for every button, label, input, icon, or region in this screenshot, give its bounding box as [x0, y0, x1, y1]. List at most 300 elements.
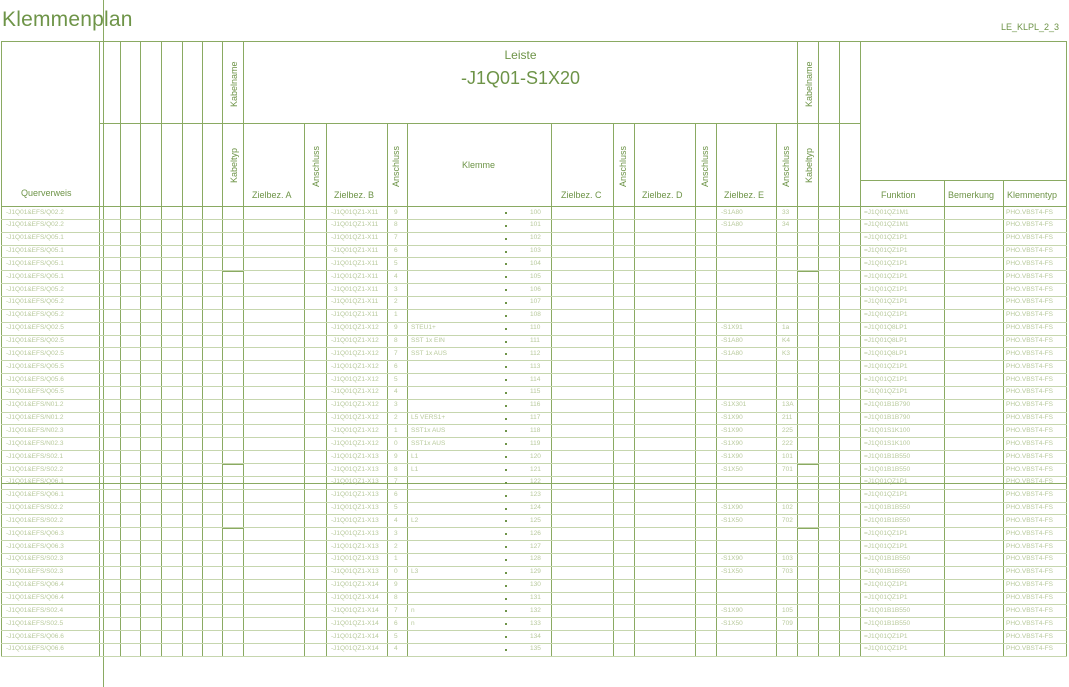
cell-ze: -S1X50: [721, 619, 743, 627]
cable-group-line: [222, 464, 243, 465]
cell-ae: 709: [782, 619, 793, 627]
cell-zb: -J1Q01QZ1-X13: [331, 529, 379, 537]
cell-fn: =J1Q01QZ1P1: [864, 645, 908, 653]
cell-nr: 132: [530, 606, 541, 614]
cell-fn: =J1Q01QZ1P1: [864, 375, 908, 383]
cell-kt: PHO.VBST4-FS: [1006, 375, 1053, 383]
cell-kt: PHO.VBST4-FS: [1006, 504, 1053, 512]
column-divider: [99, 41, 100, 657]
cell-kt: PHO.VBST4-FS: [1006, 516, 1053, 524]
cell-fn: =J1Q01B1B550: [864, 606, 911, 614]
terminal-dot: [505, 598, 507, 600]
cell-nr: 102: [530, 234, 541, 242]
cell-nr: 116: [530, 401, 541, 409]
cell-fn: =J1Q01B1B550: [864, 465, 911, 473]
cell-ab: 2: [394, 414, 398, 422]
cell-kt: PHO.VBST4-FS: [1006, 221, 1053, 229]
cell-ab: 9: [394, 452, 398, 460]
cell-ze: -S1A80: [721, 208, 743, 216]
cell-nr: 120: [530, 452, 541, 460]
terminal-dot: [505, 636, 507, 638]
cell-ab: 4: [394, 388, 398, 396]
cell-zb: -J1Q01QZ1-X11: [331, 247, 379, 255]
cell-qv: -J1Q01&EFS/Q06.6: [6, 632, 64, 640]
cell-ab: 5: [394, 504, 398, 512]
cell-ae: K4: [782, 337, 790, 344]
cell-fn: =J1Q01QZ1P1: [864, 491, 908, 499]
cell-ze: -S1X90: [721, 555, 743, 563]
cell-nr: 130: [530, 581, 541, 589]
cell-kt: PHO.VBST4-FS: [1006, 619, 1053, 627]
cell-fn: =J1Q01Q8LP1: [864, 324, 908, 332]
terminal-dot: [505, 225, 507, 227]
cell-qv: -J1Q01&EFS/Q02.5: [6, 349, 64, 357]
column-divider: [797, 41, 798, 657]
cell-ab: 3: [394, 529, 398, 537]
cell-ze: -S1X301: [721, 401, 747, 409]
cell-fn: =J1Q01B1B550: [864, 619, 911, 627]
cell-ae: 211: [782, 414, 793, 422]
cell-zb: -J1Q01QZ1-X12: [331, 388, 379, 396]
cell-ab: 3: [394, 285, 398, 293]
cell-ze: -S1X50: [721, 465, 743, 473]
cell-nr: 114: [530, 375, 541, 383]
cell-kt: PHO.VBST4-FS: [1006, 581, 1053, 589]
cell-nr: 119: [530, 439, 541, 447]
terminal-dot: [505, 495, 507, 497]
cell-ae: 1a: [782, 324, 790, 332]
cell-ze: -S1X90: [721, 504, 743, 512]
cell-fn: =J1Q01QZ1P1: [864, 388, 908, 396]
cell-zb: -J1Q01QZ1-X13: [331, 465, 379, 473]
column-divider: [202, 41, 203, 657]
cell-nr: 112: [530, 349, 541, 357]
cell-fn: =J1Q01QZ1P1: [864, 362, 908, 370]
column-divider: [120, 41, 121, 657]
terminal-dot: [505, 263, 507, 265]
cell-ab: 7: [394, 349, 398, 357]
cell-zb: -J1Q01QZ1-X14: [331, 632, 379, 640]
terminal-dot: [505, 585, 507, 587]
cell-fn: =J1Q01QZ1P1: [864, 594, 908, 601]
anschluss-5-label: Anschluss: [781, 145, 791, 187]
cell-kt: PHO.VBST4-FS: [1006, 311, 1053, 319]
cell-fn: =J1Q01QZ1P1: [864, 529, 908, 537]
column-divider: [818, 41, 819, 657]
cell-nr: 125: [530, 516, 541, 524]
cell-zb: -J1Q01QZ1-X12: [331, 426, 379, 434]
cell-qv: -J1Q01&EFS/Q05.1: [6, 272, 64, 280]
cell-ab: 7: [394, 478, 398, 486]
cell-ab: 6: [394, 362, 398, 370]
bemerkung-label: Bemerkung: [948, 190, 995, 200]
column-divider: [634, 123, 635, 657]
cell-qv: -J1Q01&EFS/N02.3: [6, 426, 64, 434]
cell-fn: =J1Q01QZ1P1: [864, 478, 908, 486]
cell-kl: L1: [411, 465, 419, 473]
cell-nr: 128: [530, 555, 541, 563]
cell-ab: 6: [394, 619, 398, 627]
cell-kt: PHO.VBST4-FS: [1006, 606, 1053, 614]
document-code: LE_KLPL_2_3: [1000, 22, 1059, 32]
terminal-dot: [505, 341, 507, 343]
cell-zb: -J1Q01QZ1-X12: [331, 324, 379, 332]
cell-qv: -J1Q01&EFS/S02.3: [6, 568, 64, 576]
cell-kl: L2: [411, 516, 419, 524]
cell-qv: -J1Q01&EFS/Q05.2: [6, 285, 64, 293]
cell-ae: 701: [782, 465, 793, 473]
cell-fn: =J1Q01B1B550: [864, 504, 911, 512]
cell-nr: 101: [530, 221, 541, 229]
cell-ae: 34: [782, 221, 790, 229]
margin-line: [103, 0, 104, 687]
terminal-dot: [505, 623, 507, 625]
cell-zb: -J1Q01QZ1-X13: [331, 516, 379, 524]
column-divider: [161, 41, 162, 657]
cell-kt: PHO.VBST4-FS: [1006, 234, 1053, 242]
terminal-dot: [505, 418, 507, 420]
cell-qv: -J1Q01&EFS/Q02.2: [6, 221, 64, 229]
cell-qv: -J1Q01&EFS/S02.2: [6, 504, 64, 512]
cell-kt: PHO.VBST4-FS: [1006, 594, 1053, 601]
cell-fn: =J1Q01QZ1P1: [864, 581, 908, 589]
cell-qv: -J1Q01&EFS/Q05.1: [6, 234, 64, 242]
cell-qv: -J1Q01&EFS/Q05.5: [6, 362, 64, 370]
cell-kt: PHO.VBST4-FS: [1006, 324, 1053, 332]
cell-nr: 121: [530, 465, 541, 473]
terminal-dot: [505, 610, 507, 612]
cell-qv: -J1Q01&EFS/Q06.4: [6, 594, 64, 601]
cell-qv: -J1Q01&EFS/S02.4: [6, 606, 64, 614]
kabeltyp-left-label: Kabeltyp: [229, 147, 239, 183]
row-divider: [1, 656, 1067, 657]
cell-ae: 225: [782, 426, 793, 434]
column-divider: [407, 123, 408, 657]
cell-qv: -J1Q01&EFS/Q05.2: [6, 298, 64, 306]
cell-kt: PHO.VBST4-FS: [1006, 349, 1053, 357]
column-divider: [839, 41, 840, 657]
cell-ae: 702: [782, 516, 793, 524]
cell-ab: 1: [394, 426, 398, 434]
cell-fn: =J1Q01QZ1P1: [864, 234, 908, 242]
cell-qv: -J1Q01&EFS/Q06.4: [6, 581, 64, 589]
cell-zb: -J1Q01QZ1-X12: [331, 401, 379, 409]
cell-qv: -J1Q01&EFS/Q02.5: [6, 337, 64, 344]
cell-fn: =J1Q01QZ1M1: [864, 208, 909, 216]
anschluss-3-label: Anschluss: [618, 145, 628, 187]
cell-qv: -J1Q01&EFS/Q05.1: [6, 247, 64, 255]
cell-ab: 7: [394, 234, 398, 242]
cell-kt: PHO.VBST4-FS: [1006, 259, 1053, 267]
cell-kt: PHO.VBST4-FS: [1006, 465, 1053, 473]
cell-nr: 103: [530, 247, 541, 255]
cell-nr: 133: [530, 619, 541, 627]
cell-qv: -J1Q01&EFS/N01.2: [6, 401, 64, 409]
leiste-label: Leiste: [504, 48, 537, 62]
cell-kt: PHO.VBST4-FS: [1006, 414, 1053, 422]
cell-ze: -S1X50: [721, 568, 743, 576]
cell-kl: n: [411, 619, 415, 627]
cell-ab: 2: [394, 298, 398, 306]
cell-fn: =J1Q01QZ1M1: [864, 221, 909, 229]
cell-zb: -J1Q01QZ1-X13: [331, 542, 379, 550]
cell-zb: -J1Q01QZ1-X12: [331, 337, 379, 344]
cell-ab: 8: [394, 465, 398, 473]
cell-ab: 1: [394, 555, 398, 563]
cell-ab: 9: [394, 208, 398, 216]
terminal-dot: [505, 430, 507, 432]
cell-nr: 100: [530, 208, 541, 216]
cell-nr: 134: [530, 632, 541, 640]
cell-kt: PHO.VBST4-FS: [1006, 478, 1053, 486]
kabelname-right-label: Kabelname: [804, 61, 814, 107]
terminal-dot: [505, 482, 507, 484]
anschluss-4-label: Anschluss: [700, 145, 710, 187]
zielbez-b-label: Zielbez. B: [334, 190, 375, 200]
cell-kt: PHO.VBST4-FS: [1006, 555, 1053, 563]
cell-fn: =J1Q01QZ1P1: [864, 285, 908, 293]
cell-fn: =J1Q01B1B790: [864, 414, 911, 422]
cell-nr: 104: [530, 259, 541, 267]
cell-zb: -J1Q01QZ1-X12: [331, 414, 379, 422]
cell-ae: 105: [782, 606, 793, 614]
cell-zb: -J1Q01QZ1-X11: [331, 234, 379, 242]
terminal-dot: [505, 508, 507, 510]
cell-kl: L3: [411, 568, 419, 576]
cell-kt: PHO.VBST4-FS: [1006, 426, 1053, 434]
column-divider: [1003, 180, 1004, 657]
cell-qv: -J1Q01&EFS/Q06.3: [6, 529, 64, 537]
cell-ab: 5: [394, 375, 398, 383]
cell-zb: -J1Q01QZ1-X13: [331, 555, 379, 563]
terminal-dot: [505, 328, 507, 330]
cell-ze: -S1X90: [721, 606, 743, 614]
terminal-dot: [505, 469, 507, 471]
header-divider: [99, 123, 243, 124]
cell-kt: PHO.VBST4-FS: [1006, 247, 1053, 255]
cell-fn: =J1Q01QZ1P1: [864, 259, 908, 267]
column-divider: [243, 41, 244, 123]
cell-nr: 106: [530, 285, 541, 293]
cell-nr: 117: [530, 414, 541, 422]
cell-ze: -S1A80: [721, 221, 743, 229]
cell-ze: -S1X90: [721, 414, 743, 422]
cell-ab: 6: [394, 491, 398, 499]
column-divider: [243, 123, 244, 657]
terminal-dot: [505, 302, 507, 304]
header-divider: [243, 123, 797, 124]
cell-kt: PHO.VBST4-FS: [1006, 285, 1053, 293]
cell-ae: K3: [782, 349, 790, 357]
cell-qv: -J1Q01&EFS/N01.2: [6, 414, 64, 422]
terminal-dot: [505, 559, 507, 561]
cell-kl: STEU1+: [411, 324, 436, 332]
cell-ab: 9: [394, 324, 398, 332]
kabeltyp-right-label: Kabeltyp: [804, 147, 814, 183]
cell-ab: 0: [394, 439, 398, 447]
zielbez-a-label: Zielbez. A: [252, 190, 292, 200]
cell-nr: 115: [530, 388, 541, 396]
column-divider: [387, 123, 388, 657]
cell-fn: =J1Q01S1K100: [864, 439, 911, 447]
cell-qv: -J1Q01&EFS/S02.1: [6, 452, 64, 460]
cell-zb: -J1Q01QZ1-X11: [331, 298, 379, 306]
funktion-label: Funktion: [881, 190, 916, 200]
kabelname-left-label: Kabelname: [229, 61, 239, 107]
zielbez-e-label: Zielbez. E: [724, 190, 765, 200]
cell-zb: -J1Q01QZ1-X14: [331, 645, 379, 653]
terminal-dot: [505, 546, 507, 548]
cell-kt: PHO.VBST4-FS: [1006, 542, 1053, 550]
cell-qv: -J1Q01&EFS/Q06.1: [6, 491, 64, 499]
terminal-dot: [505, 443, 507, 445]
cell-fn: =J1Q01B1B790: [864, 401, 911, 409]
cell-ze: -S1X91: [721, 324, 743, 332]
cell-fn: =J1Q01Q8LP1: [864, 349, 908, 357]
cell-ze: -S1X90: [721, 452, 743, 460]
cell-qv: -J1Q01&EFS/Q05.5: [6, 388, 64, 396]
cell-ae: 102: [782, 504, 793, 512]
klemme-label: Klemme: [462, 160, 496, 170]
cell-fn: =J1Q01B1B550: [864, 555, 911, 563]
cell-zb: -J1Q01QZ1-X13: [331, 568, 379, 576]
column-divider: [716, 123, 717, 657]
cell-nr: 126: [530, 529, 541, 537]
cell-kt: PHO.VBST4-FS: [1006, 439, 1053, 447]
cell-qv: -J1Q01&EFS/Q05.2: [6, 311, 64, 319]
terminal-dot: [505, 392, 507, 394]
cell-fn: =J1Q01QZ1P1: [864, 311, 908, 319]
cell-ab: 7: [394, 606, 398, 614]
cell-fn: =J1Q01B1B550: [864, 516, 911, 524]
cell-zb: -J1Q01QZ1-X12: [331, 349, 379, 357]
cell-fn: =J1Q01B1B550: [864, 568, 911, 576]
cell-ze: -S1A80: [721, 337, 743, 344]
column-divider: [860, 41, 861, 657]
cell-zb: -J1Q01QZ1-X11: [331, 259, 379, 267]
cell-ae: 13A: [782, 401, 794, 409]
anschluss-2-label: Anschluss: [391, 145, 401, 187]
cell-ab: 4: [394, 645, 398, 653]
cell-qv: -J1Q01&EFS/S02.3: [6, 555, 64, 563]
cell-qv: -J1Q01&EFS/S02.2: [6, 516, 64, 524]
cell-nr: 113: [530, 362, 541, 370]
cell-zb: -J1Q01QZ1-X13: [331, 478, 379, 486]
cell-fn: =J1Q01QZ1P1: [864, 632, 908, 640]
cell-nr: 107: [530, 298, 541, 306]
cell-nr: 122: [530, 478, 541, 486]
column-divider: [944, 180, 945, 657]
cell-ab: 8: [394, 221, 398, 229]
terminal-dot: [505, 533, 507, 535]
cell-ab: 0: [394, 568, 398, 576]
cell-fn: =J1Q01S1K100: [864, 426, 911, 434]
cable-group-line: [797, 206, 818, 207]
column-divider: [695, 123, 696, 657]
column-divider: [613, 123, 614, 657]
cell-nr: 105: [530, 272, 541, 280]
header-divider: [860, 180, 1067, 181]
cell-nr: 108: [530, 311, 541, 319]
cell-qv: -J1Q01&EFS/S02.5: [6, 619, 64, 627]
cell-fn: =J1Q01B1B550: [864, 452, 911, 460]
terminal-dot: [505, 353, 507, 355]
column-divider: [776, 123, 777, 657]
cell-ab: 8: [394, 594, 398, 601]
terminal-dot: [505, 289, 507, 291]
cell-nr: 131: [530, 594, 541, 601]
cell-fn: =J1Q01QZ1P1: [864, 247, 908, 255]
cell-zb: -J1Q01QZ1-X12: [331, 362, 379, 370]
cell-kt: PHO.VBST4-FS: [1006, 208, 1053, 216]
cell-nr: 124: [530, 504, 541, 512]
cable-group-line: [797, 464, 818, 465]
cell-nr: 129: [530, 568, 541, 576]
cell-zb: -J1Q01QZ1-X14: [331, 619, 379, 627]
cell-zb: -J1Q01QZ1-X12: [331, 439, 379, 447]
cell-nr: 118: [530, 426, 541, 434]
cell-nr: 123: [530, 491, 541, 499]
cell-kt: PHO.VBST4-FS: [1006, 529, 1053, 537]
cell-nr: 135: [530, 645, 541, 653]
cell-ae: 103: [782, 555, 793, 563]
terminal-dot: [505, 456, 507, 458]
header-divider: [797, 123, 860, 124]
cell-ab: 6: [394, 247, 398, 255]
cell-kt: PHO.VBST4-FS: [1006, 272, 1053, 280]
cell-qv: -J1Q01&EFS/Q05.6: [6, 375, 64, 383]
cell-ae: 222: [782, 439, 793, 447]
cell-ab: 1: [394, 311, 398, 319]
page-title: Klemmenplan: [2, 8, 133, 31]
cable-group-line: [222, 206, 243, 207]
cell-kl: n: [411, 606, 415, 614]
cell-nr: 127: [530, 542, 541, 550]
column-divider: [140, 41, 141, 657]
cell-zb: -J1Q01QZ1-X11: [331, 285, 379, 293]
column-divider: [326, 123, 327, 657]
cell-zb: -J1Q01QZ1-X13: [331, 452, 379, 460]
terminal-dot: [505, 572, 507, 574]
terminal-dot: [505, 276, 507, 278]
cell-ab: 5: [394, 632, 398, 640]
cell-kt: PHO.VBST4-FS: [1006, 362, 1053, 370]
cell-fn: =J1Q01QZ1P1: [864, 272, 908, 280]
cell-ab: 5: [394, 259, 398, 267]
cell-ab: 4: [394, 272, 398, 280]
cell-zb: -J1Q01QZ1-X14: [331, 606, 379, 614]
cell-qv: -J1Q01&EFS/Q06.6: [6, 645, 64, 653]
cell-kt: PHO.VBST4-FS: [1006, 568, 1053, 576]
cell-kt: PHO.VBST4-FS: [1006, 401, 1053, 409]
cell-qv: -J1Q01&EFS/Q02.5: [6, 324, 64, 332]
cell-kt: PHO.VBST4-FS: [1006, 632, 1053, 640]
anschluss-1-label: Anschluss: [311, 145, 321, 187]
terminal-dot: [505, 315, 507, 317]
cell-ze: -S1X90: [721, 439, 743, 447]
terminal-strip-name: -J1Q01-S1X20: [460, 68, 581, 88]
cell-nr: 110: [530, 324, 541, 332]
cell-qv: -J1Q01&EFS/Q05.1: [6, 259, 64, 267]
terminal-dot: [505, 251, 507, 253]
cell-fn: =J1Q01QZ1P1: [864, 298, 908, 306]
cell-zb: -J1Q01QZ1-X11: [331, 311, 379, 319]
column-divider: [551, 123, 552, 657]
terminal-dot: [505, 212, 507, 214]
cell-zb: -J1Q01QZ1-X12: [331, 375, 379, 383]
cell-kt: PHO.VBST4-FS: [1006, 337, 1053, 344]
cell-ab: 2: [394, 542, 398, 550]
